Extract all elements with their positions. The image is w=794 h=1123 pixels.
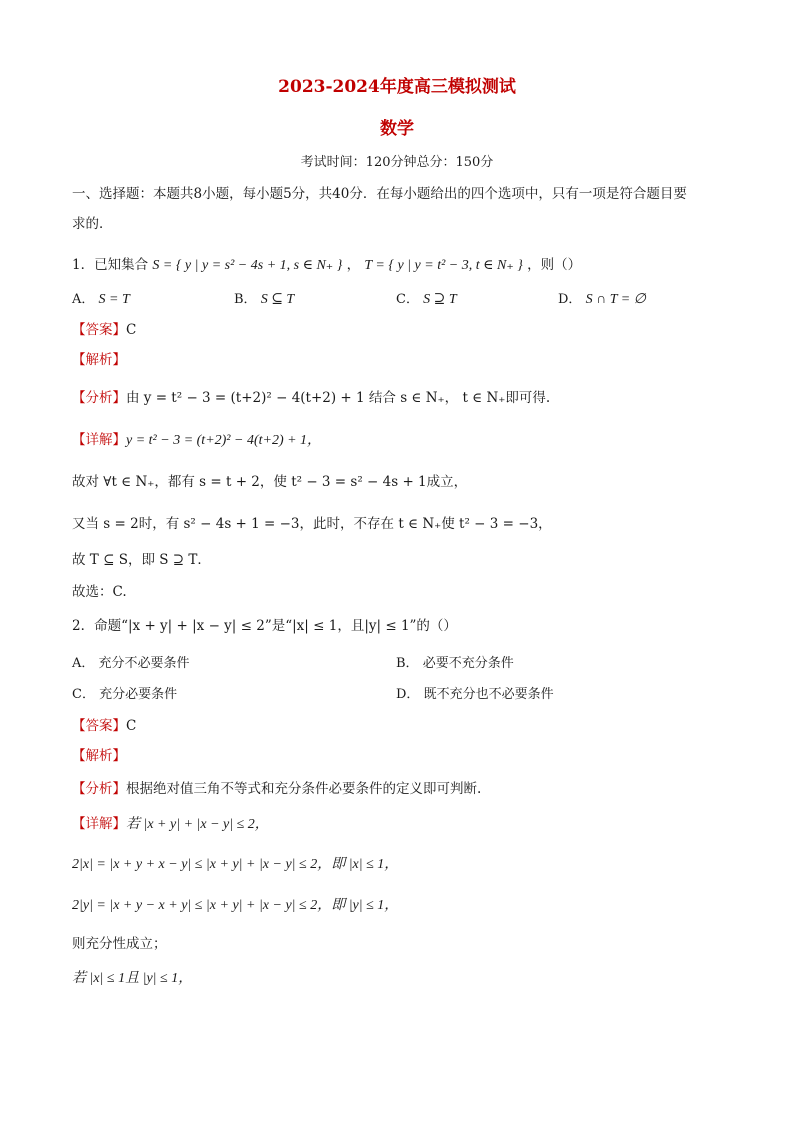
q2-answer-label: 【答案】 (72, 718, 126, 734)
q1-step1: 故对 ∀t ∈ N₊，都有 s = t + 2，使 t² − 3 = s² − 4s + 1成立， (72, 474, 468, 490)
subject-title: 数学 (380, 119, 414, 139)
q2-option-a: A． 充分不必要条件 (72, 656, 190, 671)
q1-option-b: B． S ⊆ T (234, 292, 295, 307)
q2-fenxi-text: 根据绝对值三角不等式和充分条件必要条件的定义即可判断. (126, 781, 482, 797)
q1-xiangjie (72, 428, 321, 449)
exam-meta: 考试时间：120分钟总分：150分 (300, 155, 494, 170)
q1-analysis-label: 【解析】 (72, 352, 126, 368)
q1-xiangjie-text: y = t² − 3 = (t+2)² − 4(t+2) + 1， (126, 433, 322, 448)
q1-option-c: C． S ⊇ T (396, 292, 457, 307)
q2-xiangjie (72, 812, 269, 833)
q2-step2: 2|y| = |x + y − x + y| ≤ |x + y| + |x − y| ≤ 2，即 |y| ≤ 1， (72, 898, 399, 913)
exam-title: 2023-2024年度高三模拟测试 (278, 77, 516, 97)
section-instruction-line1: 一、选择题：本题共8小题，每小题5分，共40分．在每小题给出的四个选项中，只有一项是符合题目要 (72, 186, 687, 202)
q1-set-s: S = { y | y = s² − 4s + 1, s ∈ N₊ } (152, 258, 343, 273)
q2-step3: 则充分性成立； (72, 936, 167, 952)
q1-answer-label: 【答案】 (72, 322, 126, 338)
q1-step4: 故选：C. (72, 584, 127, 600)
q2-option-b: B． 必要不充分条件 (396, 656, 514, 671)
q1-option-a: A． S = T (72, 292, 130, 307)
q1-fenxi-label: 【分析】 (72, 390, 126, 406)
q2-analysis-label: 【解析】 (72, 748, 126, 764)
q2-option-d: D． 既不充分也不必要条件 (396, 687, 554, 702)
q1-fenxi-text: 由 y = t² − 3 = (t+2)² − 4(t+2) + 1 结合 s ∈ N₊， t ∈ N₊即可得. (126, 390, 551, 406)
q1-step2: 又当 s = 2时，有 s² − 4s + 1 = −3，此时，不存在 t ∈ N₊使 t² − 3 = −3， (72, 516, 552, 532)
q2-answer (72, 714, 136, 734)
q2-stem: 2．命题“|x + y| + |x − y| ≤ 2”是“|x| ≤ 1，且|y| ≤ 1”的（） (72, 618, 457, 634)
q1-step3: 故 T ⊆ S，即 S ⊇ T． (72, 552, 211, 568)
section-instruction-line2: 求的． (72, 216, 113, 232)
q2-answer-value: C (126, 718, 137, 734)
q1-stem-suffix: ，则（） (527, 257, 582, 273)
q1-fenxi (72, 386, 550, 406)
q2-step1: 2|x| = |x + y + x − y| ≤ |x + y| + |x − y| ≤ 2，即 |x| ≤ 1， (72, 857, 399, 872)
q1-xiangjie-label: 【详解】 (72, 432, 126, 448)
q2-step4: 若 |x| ≤ 1且 |y| ≤ 1， (72, 971, 193, 986)
q2-option-c: C． 充分必要条件 (72, 687, 178, 702)
q2-fenxi (72, 777, 481, 797)
q1-stem: 1．已知集合 S = { y | y = s² − 4s + 1, s ∈ N₊ } ， T = { y | y = t² − 3, t ∈ N₊ } ，则（） (72, 257, 582, 273)
q1-option-d: D． S ∩ T = ∅ (558, 292, 646, 307)
q1-set-t: T = { y | y = t² − 3, t ∈ N₊ } (364, 258, 523, 273)
q2-xiangjie-text: 若 |x + y| + |x − y| ≤ 2， (126, 817, 269, 832)
q2-fenxi-label: 【分析】 (72, 781, 126, 797)
q2-xiangjie-label: 【详解】 (72, 816, 126, 832)
q1-answer (72, 318, 136, 338)
q1-answer-value: C (126, 322, 137, 338)
q1-stem-prefix: 1．已知集合 (72, 257, 149, 273)
